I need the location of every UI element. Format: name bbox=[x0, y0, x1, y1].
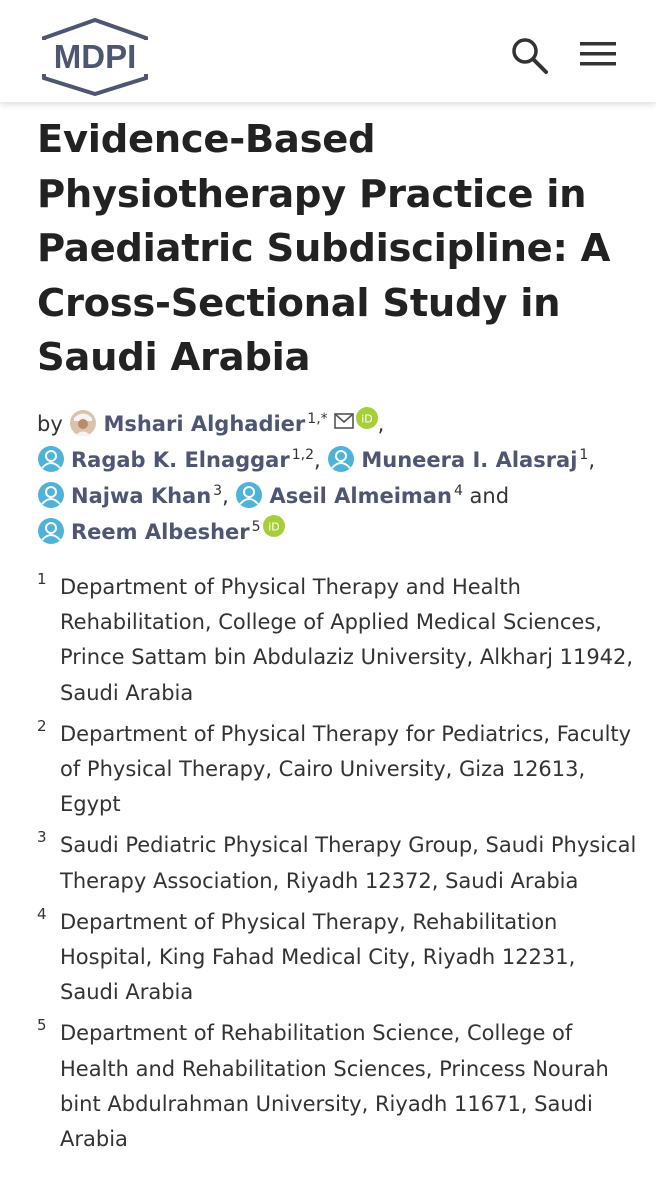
author-photo-avatar bbox=[69, 409, 97, 437]
menu-icon[interactable] bbox=[578, 38, 618, 70]
mdpi-logo[interactable] bbox=[34, 16, 156, 96]
orcid-icon[interactable] bbox=[356, 407, 378, 429]
affiliation-number: 1 bbox=[37, 570, 47, 588]
author-name[interactable]: Reem Albesher bbox=[71, 520, 250, 544]
by-label: by bbox=[37, 412, 63, 436]
affiliation-list bbox=[37, 570, 637, 1163]
affiliation-item bbox=[37, 1016, 637, 1157]
affiliation-item bbox=[37, 828, 637, 898]
author-name[interactable]: Aseil Almeiman bbox=[269, 484, 452, 508]
and-label: and bbox=[469, 484, 510, 508]
author-affiliation-ref: 4 bbox=[453, 483, 463, 499]
affiliation-text: Department of Rehabilitation Science, College of Health and Rehabilitation Sciences, Princess Nourah bint Abdulrahman University, Riyadh 11671, Saudi Arabia bbox=[60, 1021, 609, 1152]
author-name[interactable]: Muneera I. Alasraj bbox=[361, 448, 578, 472]
affiliation-number: 3 bbox=[37, 828, 47, 847]
author-name[interactable]: Mshari Alghadier bbox=[103, 412, 306, 436]
author-list: by Mshari Alghadier $^{1,*}$ iD , Ragab K. Elnaggar $^{1,2}$, Muneera I. Alasraj $^1$, Najwa Khan $^3$, Aseil Almeiman $^4$ and Reem Albesher $^5$ iD bbox=[37, 406, 637, 550]
orcid-text: iD bbox=[360, 412, 373, 426]
author-avatar-icon bbox=[327, 445, 355, 473]
orcid-text: iD bbox=[267, 520, 280, 534]
author-name[interactable]: Ragab K. Elnaggar bbox=[71, 448, 290, 472]
search-icon[interactable] bbox=[508, 34, 550, 76]
author-avatar-icon bbox=[37, 517, 65, 545]
affiliation-text: Saudi Pediatric Physical Therapy Group, Saudi Physical Therapy Association, Riyadh 12372, Saudi Arabia bbox=[60, 833, 637, 893]
author-affiliation-ref: 3 bbox=[213, 483, 223, 499]
affiliation-text: Department of Physical Therapy, Rehabilitation Hospital, King Fahad Medical City, Riyadh 12231, Saudi Arabia bbox=[60, 909, 576, 1005]
affiliation-number: 4 bbox=[37, 904, 47, 923]
affiliation-number: 5 bbox=[37, 1016, 47, 1035]
affiliation-item bbox=[37, 717, 637, 823]
author-avatar-icon bbox=[235, 481, 263, 509]
affiliation-text: Department of Physical Therapy and Health Rehabilitation, College of Applied Medical Sciences, Prince Sattam bin Abdulaziz University, Alkharj 11942, Saudi Arabia bbox=[60, 575, 634, 705]
author-affiliation-ref: 1 bbox=[579, 447, 589, 463]
author-affiliation-ref: 5 bbox=[251, 519, 261, 535]
affiliation-item bbox=[37, 570, 637, 711]
author-affiliation-ref: 1,* bbox=[307, 411, 328, 427]
affiliation-number: 2 bbox=[37, 716, 47, 735]
article-title: Evidence-Based Physiotherapy Practice in Paediatric Subdiscipline: A Cross-Sectional Study in Saudi Arabia bbox=[37, 117, 611, 380]
author-avatar-icon bbox=[37, 445, 65, 473]
orcid-icon[interactable] bbox=[263, 515, 285, 537]
author-affiliation-ref: 1,2 bbox=[291, 447, 314, 463]
email-icon[interactable] bbox=[334, 413, 354, 429]
author-avatar-icon bbox=[37, 481, 65, 509]
site-header bbox=[0, 0, 656, 102]
author-name[interactable]: Najwa Khan bbox=[71, 484, 212, 508]
affiliation-item bbox=[37, 905, 637, 1011]
logo-text: MDPI bbox=[53, 38, 137, 75]
affiliation-text: Department of Physical Therapy for Pediatrics, Faculty of Physical Therapy, Cairo University, Giza 12613, Egypt bbox=[60, 721, 632, 817]
